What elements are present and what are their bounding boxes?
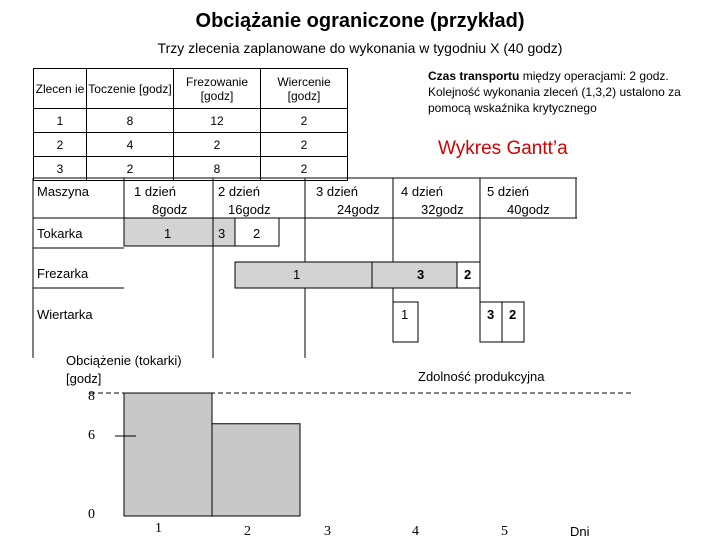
gantt-bar-label: 2 bbox=[509, 307, 517, 322]
x-tick-label: 5 bbox=[501, 524, 508, 539]
gantt-bar-frezarka-order-3 bbox=[372, 262, 457, 288]
transport-note-bold: Czas transportu bbox=[428, 69, 520, 83]
load-chart-y-label: Obciążenie (tokarki) [godz] bbox=[66, 353, 182, 386]
load-bar-day-1 bbox=[124, 393, 212, 516]
table-cell: 2 bbox=[261, 157, 348, 181]
x-tick-label: 3 bbox=[324, 524, 331, 539]
y-tick-label: 0 bbox=[88, 507, 95, 522]
gantt-bar-label: 3 bbox=[487, 307, 495, 322]
column-header-order: Zlecen ie bbox=[34, 69, 87, 109]
y-tick-label: 6 bbox=[88, 428, 95, 443]
x-tick-label: 1 bbox=[155, 521, 162, 536]
machine-label-frezarka: Frezarka bbox=[37, 266, 89, 281]
table-cell: 3 bbox=[34, 157, 87, 181]
page-title: Obciążanie ograniczone (przykład) bbox=[195, 10, 525, 32]
transport-note-text: między operacjami: 2 godz. Kolejność wykonania zleceń (1,3,2) ustalono za pomocą wskaźnika krytycznego bbox=[428, 69, 681, 115]
x-tick-label: 4 bbox=[412, 524, 419, 539]
day-hours-4: 32godz bbox=[421, 202, 464, 217]
x-tick-label: 2 bbox=[244, 524, 251, 539]
gantt-bar-label: 2 bbox=[464, 267, 472, 282]
column-header-milling: Frezowanie [godz] bbox=[174, 69, 261, 109]
machine-label-wiertarka: Wiertarka bbox=[37, 307, 93, 322]
y-tick-label: 8 bbox=[88, 389, 95, 404]
table-cell: 2 bbox=[261, 109, 348, 133]
table-cell: 2 bbox=[261, 133, 348, 157]
day-hours-2: 16godz bbox=[228, 202, 271, 217]
gantt-bar-label: 3 bbox=[417, 267, 425, 282]
table-cell: 8 bbox=[174, 157, 261, 181]
gantt-bar-label: 2 bbox=[253, 226, 261, 241]
gantt-bar-label: 1 bbox=[293, 267, 301, 282]
gantt-bar-label: 1 bbox=[401, 307, 409, 322]
table-cell: 1 bbox=[34, 109, 87, 133]
gantt-title: Wykres Gantt’a bbox=[438, 138, 568, 159]
day-hours-3: 24godz bbox=[337, 202, 380, 217]
gantt-bar-label: 3 bbox=[218, 226, 226, 241]
table-cell: 4 bbox=[87, 133, 174, 157]
gantt-bar-label: 1 bbox=[164, 226, 172, 241]
day-label-1: 1 dzień bbox=[134, 184, 176, 199]
table-cell: 2 bbox=[174, 133, 261, 157]
table-cell: 12 bbox=[174, 109, 261, 133]
machine-label-tokarka: Tokarka bbox=[37, 226, 83, 241]
day-label-3: 3 dzień bbox=[316, 184, 358, 199]
day-label-2: 2 dzień bbox=[218, 184, 260, 199]
table-cell: 8 bbox=[87, 109, 174, 133]
capacity-label: Zdolność produkcyjna bbox=[418, 369, 545, 384]
load-bar-day-2 bbox=[212, 424, 300, 516]
day-hours-5: 40godz bbox=[507, 202, 550, 217]
table-cell: 2 bbox=[87, 157, 174, 181]
gantt-bar-frezarka-order-1 bbox=[235, 262, 372, 288]
x-unit-label: Dni bbox=[570, 524, 590, 539]
column-header-drilling: Wiercenie [godz] bbox=[261, 69, 348, 109]
day-hours-1: 8godz bbox=[152, 202, 188, 217]
column-header-turning: Toczenie [godz] bbox=[87, 69, 174, 109]
day-label-4: 4 dzień bbox=[401, 184, 443, 199]
table-cell: 2 bbox=[34, 133, 87, 157]
page-subtitle: Trzy zlecenia zaplanowane do wykonania w tygodniu X (40 godz) bbox=[157, 40, 563, 56]
load-bars-group bbox=[124, 393, 300, 516]
day-label-5: 5 dzień bbox=[487, 184, 529, 199]
gantt-header-label: Maszyna bbox=[37, 184, 90, 199]
